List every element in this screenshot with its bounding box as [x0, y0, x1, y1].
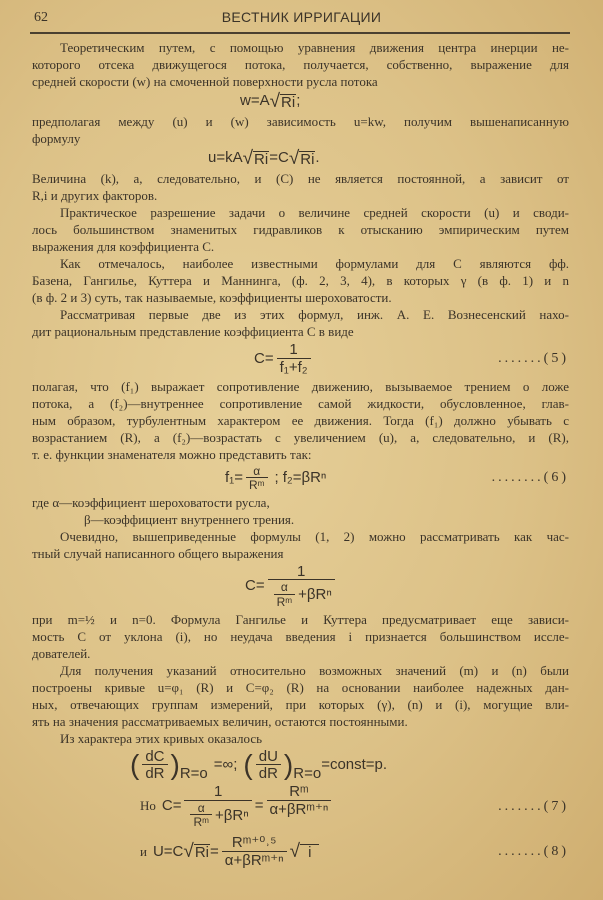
eq-text: =	[210, 842, 219, 860]
sqrt-sign: √ Ri	[269, 91, 296, 112]
text-line: потока, а (f₂)—внутреннее сопротивление самой жидкости, обусловленное, глав-	[32, 395, 569, 411]
equation-u	[32, 149, 569, 168]
denominator	[184, 800, 251, 829]
text-line: полагая, что (f₁) выражает сопротивление движению, вызываемое трением о ложе	[32, 378, 569, 394]
eq-radicand: Ri	[194, 843, 210, 861]
equation-6-number	[492, 471, 569, 485]
text-line: возрастанием (R), а (f₂)—возрастать с увеличением (u), а, следовательно, и (R),	[32, 429, 569, 445]
text-line: R,i и других факторов.	[32, 188, 158, 203]
paragraph-general	[32, 528, 569, 562]
equation-label: (8)	[543, 843, 569, 859]
paragraph-character	[32, 730, 569, 747]
text-line: Для получения указаний относительно возможных значений (m) и (n) были	[60, 662, 569, 678]
text-line: мость C от уклона (i), но неудача введения i признается большинством иссле-	[32, 628, 569, 644]
paragraph-m-n	[32, 611, 569, 662]
denominator: Rᵐ	[274, 594, 296, 609]
numerator: α	[253, 463, 261, 478]
text-line: ных, отвечающих группам измерений, при которых (γ), (n) и (i), могущие вли-	[32, 696, 569, 712]
eq-text: +βRⁿ	[298, 586, 332, 604]
eq-text: =C	[269, 149, 289, 167]
paragraph-theory	[32, 39, 569, 90]
paragraph-formulas	[32, 255, 569, 306]
paragraph-curves	[32, 662, 569, 730]
fraction	[256, 749, 281, 783]
eq-text: ;	[274, 468, 279, 486]
numerator: Rᵐ	[289, 783, 309, 801]
text-line: Из характера этих кривых оказалось	[60, 730, 263, 746]
denominator: dR	[142, 764, 167, 782]
equation-8	[32, 835, 569, 869]
eq-text: u=kA	[208, 149, 243, 167]
eq-text: f₂=βRⁿ	[282, 468, 327, 486]
text-line: Как отмечалось, наиболее известными формулами для C являются фф.	[60, 256, 569, 271]
numerator: 1	[297, 562, 306, 580]
sqrt-sign: √ Ri	[242, 148, 269, 169]
numerator: α	[197, 800, 205, 815]
sqrt-sign: √ Ri	[183, 841, 210, 863]
text-line: которого отсека движущегося потока, получается, собственно, выражение для	[32, 57, 569, 72]
eq-radicand: i	[300, 844, 319, 862]
right-paren: )	[283, 749, 294, 781]
fraction	[142, 749, 167, 783]
text-line: формулу	[32, 131, 81, 146]
equation-8-number	[498, 845, 569, 859]
equation-7	[32, 784, 569, 829]
eq-text: ;	[296, 92, 301, 110]
equation-label: (7)	[543, 798, 569, 814]
paragraph-beta	[32, 511, 569, 528]
equation-6	[32, 465, 569, 492]
denominator: α+βRᵐ⁺ⁿ	[267, 800, 332, 818]
eq-text: U=C	[152, 842, 184, 860]
text-line: при m=½ и n=0. Формула Гангилье и Куттера предусматривает еще зависи-	[32, 611, 569, 627]
fraction	[268, 564, 335, 609]
header-rule	[30, 32, 570, 34]
equation-5	[32, 342, 569, 376]
text-line: тный случай написанного общего выражения	[32, 545, 284, 561]
denominator: dR	[256, 764, 281, 782]
fraction	[222, 835, 287, 869]
eq-text: .	[315, 149, 320, 167]
leader-dots: ........	[491, 470, 544, 486]
sqrt-sign: √ i	[290, 842, 320, 861]
numerator: 1	[289, 341, 298, 358]
eq-text: C=	[245, 576, 265, 594]
eq-text: и	[140, 843, 147, 859]
journal-title: ВЕСТНИК ИРРИГАЦИИ	[221, 9, 382, 25]
text-line: Рассматривая первые две из этих формул, инж. А. Е. Вознесенский нахо-	[60, 307, 569, 322]
fraction	[184, 784, 251, 829]
eq-text: Но	[140, 798, 156, 814]
denominator: f₁+f₂	[277, 358, 311, 376]
text-line: лось большинством знаменитых гидравликов к отысканию эмпирическим путем	[32, 222, 569, 237]
denominator	[268, 579, 335, 608]
eq-text: f₁=	[225, 468, 243, 486]
eq-text: =const=p.	[321, 756, 388, 774]
eq-text: +βRⁿ	[215, 806, 249, 824]
leader-dots: .......	[498, 350, 544, 366]
fraction	[246, 465, 268, 492]
denominator: α+βRᵐ⁺ⁿ	[222, 851, 287, 869]
subscript: R=o	[179, 764, 208, 782]
fraction	[274, 581, 296, 608]
equation-5-number	[498, 352, 569, 366]
numerator: Rᵐ⁺⁰˒⁵	[231, 834, 277, 852]
fraction	[267, 784, 332, 818]
text-line: ять на значения рассматриваемых величин, остаются постоянными.	[32, 713, 408, 729]
leader-dots: .......	[498, 843, 544, 859]
text-line: Очевидно, вышеприведенные формулы (1, 2) можно рассматривать как час-	[60, 528, 569, 544]
denominator: Rᵐ	[190, 814, 212, 829]
page-body	[32, 39, 569, 871]
eq-radicand: Ri	[300, 150, 315, 168]
text-line: β—коэффициент внутреннего трения.	[84, 511, 295, 527]
denominator: Rᵐ	[246, 477, 268, 492]
text-line: Базена, Гангилье, Куттера и Маннинга, (ф. 2, 3, 4), в которых γ (в ф. 1) и n	[32, 273, 569, 288]
subscript: R=o	[293, 764, 322, 782]
numerator: dC	[145, 747, 165, 765]
numerator: dU	[258, 747, 278, 765]
page-number: 62	[34, 10, 48, 25]
leader-dots: .......	[498, 798, 544, 814]
fraction	[277, 342, 311, 376]
text-line: дит рациональным представление коэффициента C в виде	[32, 324, 354, 339]
text-line: Теоретическим путем, с помощью уравнения движения центра инерции не-	[60, 40, 569, 55]
text-line: предполагая между (u) и (w) зависимость u=kw, получим вышенаписанную	[32, 114, 569, 129]
equation-label: (5)	[543, 350, 569, 366]
text-line: т. е. функции знаменателя можно представить так:	[32, 446, 312, 462]
text-line: выражения для коэффициента C.	[32, 239, 215, 254]
equation-7-number	[498, 800, 569, 814]
text-line: построены кривые u=φ₁ (R) и C=φ₂ (R) на основании наиболее надежных дан-	[32, 679, 569, 695]
paragraph-k	[32, 170, 569, 204]
text-line: (в ф. 2 и 3) суть, так называемые, коэффициенты шероховатости.	[32, 290, 392, 305]
eq-text: =	[254, 797, 264, 815]
text-line: Величина (k), a, следовательно, и (C) не является постоянной, а зависит от	[32, 171, 569, 186]
numerator: α	[280, 580, 288, 595]
left-paren: (	[243, 749, 253, 781]
paragraph-practical	[32, 204, 569, 255]
equation-w	[32, 92, 569, 111]
text-line: ным образом, турбулентным характером ее движения. Тогда (f₁) должно убывать с	[32, 412, 569, 428]
text-line: где α—коэффициент шероховатости русла,	[32, 494, 270, 510]
equation-general	[32, 564, 569, 609]
sqrt-sign: √ Ri	[288, 148, 315, 169]
left-paren: (	[130, 749, 140, 781]
eq-radicand: Ri	[281, 93, 296, 111]
eq-text: w=A	[240, 92, 270, 110]
text-line: Практическое разрешение задачи о величине средней скорости (u) и своди-	[60, 205, 569, 220]
fraction	[190, 802, 212, 829]
eq-text: =∞;	[213, 756, 238, 774]
text-line: дователей.	[32, 645, 91, 661]
paragraph-alpha	[32, 494, 569, 511]
numerator: 1	[213, 783, 223, 801]
eq-radicand: Ri	[254, 150, 269, 168]
eq-text: C=	[254, 349, 274, 367]
paragraph-assumption	[32, 113, 569, 147]
eq-text: C=	[161, 797, 182, 815]
paragraph-voznesensky	[32, 306, 569, 340]
equation-derivatives	[32, 749, 569, 783]
paragraph-resistance	[32, 378, 569, 463]
text-line: средней скорости (w) на смоченной поверхности русла потока	[32, 74, 378, 89]
right-paren: )	[170, 749, 180, 781]
equation-label: (6)	[543, 470, 569, 486]
